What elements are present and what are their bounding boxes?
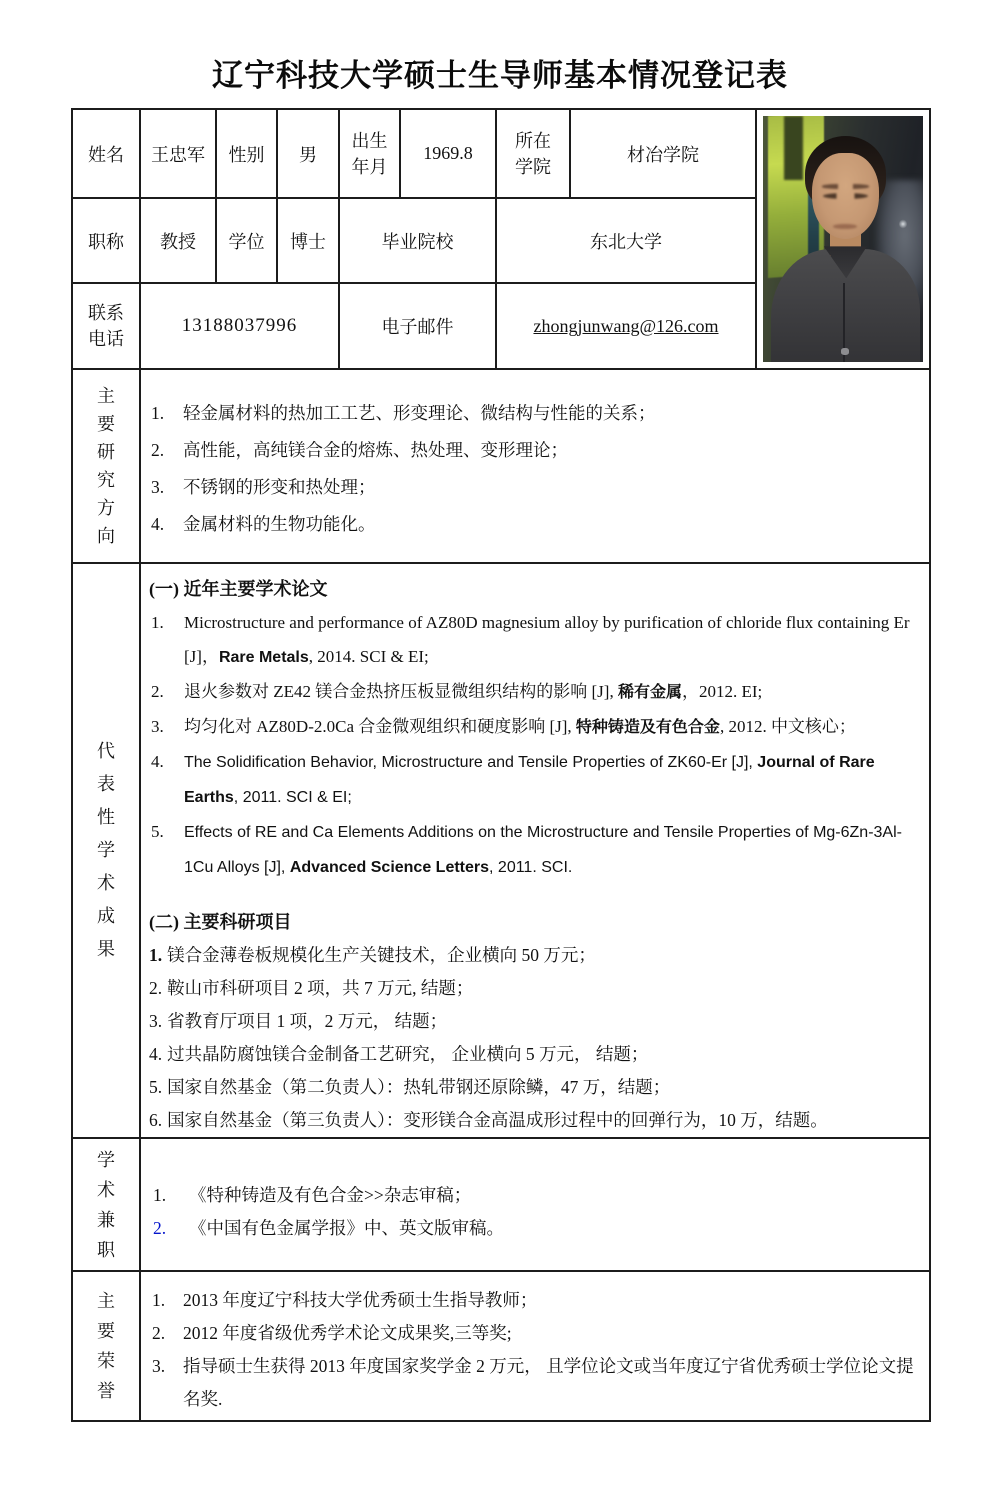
project-item: 4. 过共晶防腐蚀镁合金制备工艺研究， 企业横向 5 万元， 结题； <box>149 1044 649 1064</box>
phone-value: 13188037996 <box>140 283 339 369</box>
project-item: 2. 鞍山市科研项目 2 项，共 7 万元, 结题； <box>149 978 474 998</box>
school-label: 毕业院校 <box>339 198 496 283</box>
papers-section-title: (一) 近年主要学术论文 <box>149 579 328 599</box>
school-value: 东北大学 <box>496 198 756 283</box>
research-item: 3. 不锈钢的形变和热处理； <box>151 477 376 497</box>
paper-item: 4. The Solidification Behavior, Microstructure and Tensile Properties of ZK60-Er [J], Journal of Rare Earths, 2011. SCI & EI; <box>151 752 875 806</box>
college-value: 材冶学院 <box>570 109 756 198</box>
paper-item: 5. Effects of RE and Ca Elements Additions on the Microstructure and Tensile Properties of Mg-6Zn-3Al-1Cu Alloys [J], Advanced Science Letters, 2011. SCI. <box>151 822 902 876</box>
name-label: 姓名 <box>72 109 140 198</box>
journal-name: Advanced Science Letters <box>289 859 490 876</box>
title-value: 教授 <box>140 198 216 283</box>
name-value: 王忠军 <box>140 109 216 198</box>
page-title: 辽宁科技大学硕士生导师基本情况登记表 <box>212 58 788 93</box>
journal-name: Journal of Rare Earths <box>184 754 875 806</box>
position-item: 1. 《特种铸造及有色合金>>杂志审稿； <box>153 1185 472 1205</box>
projects-section-title: (二) 主要科研项目 <box>149 912 292 932</box>
journal-name: Rare Metals <box>218 649 309 666</box>
gender-value: 男 <box>277 109 339 198</box>
email-link[interactable]: zhongjunwang@126.com <box>533 315 719 336</box>
project-item: 1. 镁合金薄卷板规模化生产关键技术，企业横向 50 万元； <box>149 945 596 965</box>
honors-content <box>140 1271 930 1421</box>
positions-header: 学术兼职 <box>72 1138 140 1271</box>
research-item: 4. 金属材料的生物功能化。 <box>151 514 376 534</box>
achievements-header: 代表性学术成果 <box>72 563 140 1138</box>
position-item: 2. 《中国有色金属学报》中、英文版审稿。 <box>153 1218 504 1238</box>
degree-label: 学位 <box>216 198 277 283</box>
gender-label: 性别 <box>216 109 277 198</box>
phone-label: 联系电话 <box>72 283 140 369</box>
research-directions-header: 主要研究方向 <box>72 369 140 563</box>
email-value <box>496 283 756 369</box>
project-item: 5. 国家自然基金（第二负责人）：热轧带钢还原除鳞，47 万，结题； <box>149 1077 671 1097</box>
paper-item: 1. Microstructure and performance of AZ80D magnesium alloy by purification of chloride flux containing Er [J]，Rare Metals, 2014. SCI & EI; <box>151 613 910 666</box>
journal-name: 特种铸造及有色合金 <box>575 719 720 736</box>
college-label: 所在学院 <box>496 109 570 198</box>
honor-item: 2. 2012 年度省级优秀学术论文成果奖,三等奖; <box>152 1323 512 1343</box>
photo-cell <box>756 109 930 369</box>
research-item: 1. 轻金属材料的热加工工艺、形变理论、微结构与性能的关系； <box>151 403 656 423</box>
paper-item: 3. 均匀化对 AZ80D-2.0Ca 合金微观组织和硬度影响 [J], 特种铸造及有色合金, 2012. 中文核心； <box>151 717 856 736</box>
degree-value: 博士 <box>277 198 339 283</box>
portrait-photo <box>763 116 923 362</box>
honor-item: 3. 指导硕士生获得 2013 年度国家奖学金 2 万元， 且学位论文或当年度辽宁省优秀硕士学位论文提名奖. <box>152 1356 914 1409</box>
email-label: 电子邮件 <box>339 283 496 369</box>
honors-header: 主要荣誉 <box>72 1271 140 1421</box>
birthdate-value: 1969.8 <box>400 109 496 198</box>
positions-content <box>140 1138 930 1271</box>
achievements-content <box>140 563 930 1138</box>
project-item: 6. 国家自然基金（第三负责人）：变形镁合金高温成形过程中的回弹行为，10 万，结题。 <box>149 1110 828 1130</box>
project-item: 3. 省教育厅项目 1 项，2 万元， 结题； <box>149 1011 448 1031</box>
paper-item: 2. 退火参数对 ZE42 镁合金热挤压板显微组织结构的影响 [J], 稀有金属，2012. EI; <box>151 682 763 701</box>
research-directions-content <box>140 369 930 563</box>
research-item: 2. 高性能，高纯镁合金的熔炼、热处理、变形理论； <box>151 440 568 460</box>
title-label: 职称 <box>72 198 140 283</box>
registration-table <box>71 108 931 1422</box>
birthdate-label: 出生年月 <box>339 109 400 198</box>
honor-item: 1. 2013 年度辽宁科技大学优秀硕士生指导教师； <box>152 1290 538 1310</box>
journal-name: 稀有金属 <box>617 684 682 701</box>
